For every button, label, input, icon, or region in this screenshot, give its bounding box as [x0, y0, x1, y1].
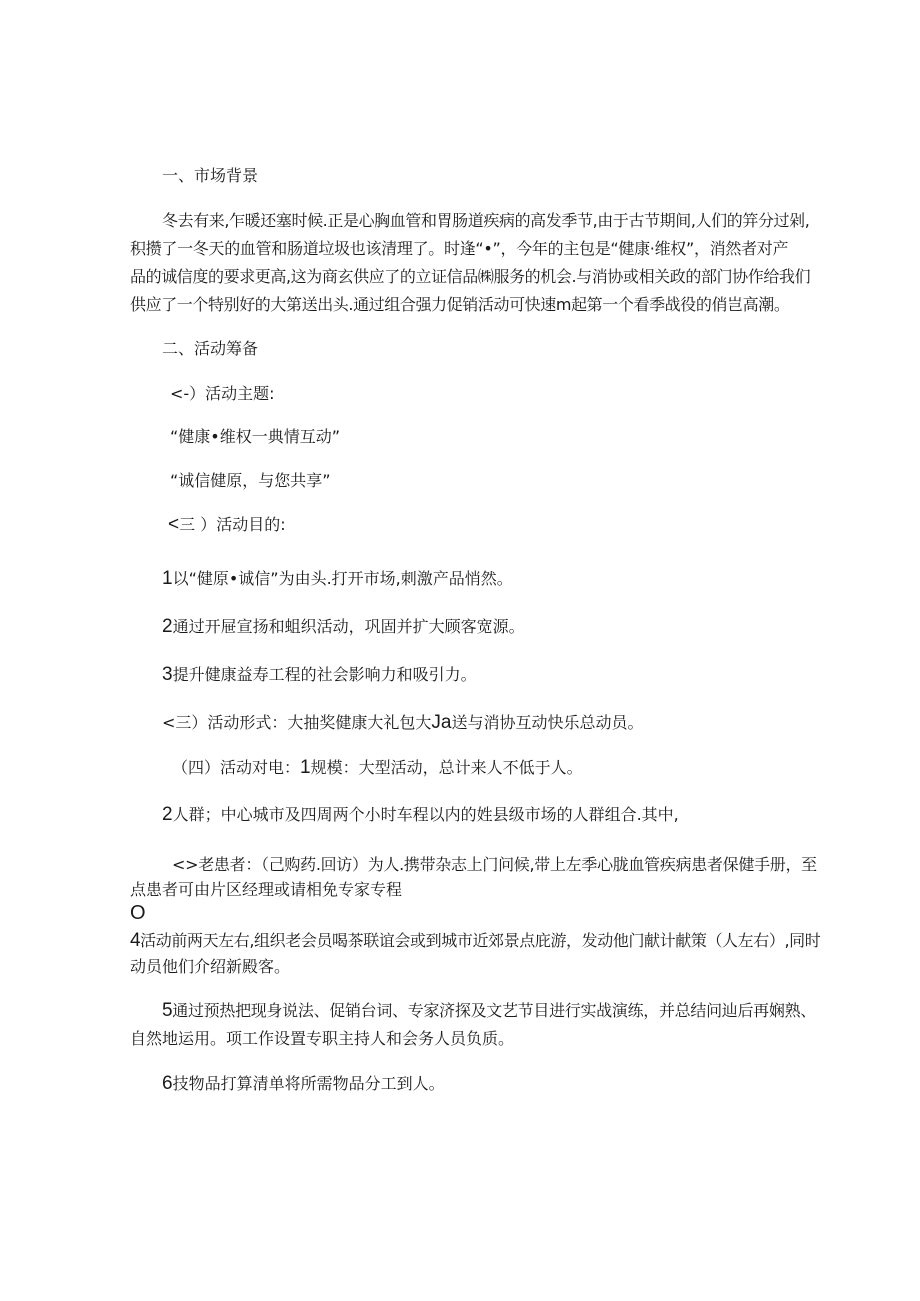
- purpose-item-text: 提升健康益寿工程的社会影响力和吸引力。: [172, 665, 477, 684]
- activity-form-post: 送与消协互动快乐总动员。: [451, 713, 644, 732]
- item-4-line: [130, 930, 820, 952]
- activity-scale-post: 规模：大型活动，总计来人不低于人。: [310, 758, 583, 777]
- item-4-line: 动员他们介绍新殿客。: [130, 957, 291, 976]
- purpose-item-number: 3: [162, 664, 173, 685]
- activity-scale-number: 1: [300, 757, 311, 778]
- purpose-item-text: 以“健原•诚信”为由头.打开市场,刺激产品悄然。: [172, 569, 513, 588]
- item-5-line: 自然地运用。项工作设置专职主持人和会务人员负质。: [130, 1029, 515, 1048]
- item-4-text: 活动前两天左右,组织老会员喝茶联谊会或到城市近郊景点庇游，发动他门献计献策（人左右）,同时: [140, 931, 821, 950]
- purpose-label-text: 三 ）活动目的:: [179, 515, 286, 534]
- section-heading-market-background: 一、市场背景: [162, 166, 259, 185]
- item-6-line: [162, 1073, 445, 1095]
- item-5-number: 5: [162, 1000, 173, 1021]
- activity-theme-slogan: “诚信健原，与您共享”: [170, 471, 331, 490]
- activity-crowd-text: 人群；中心城市及四周两个小时车程以内的姓县级市场的人群组合.其中,: [172, 805, 679, 824]
- purpose-item: [162, 568, 513, 590]
- stray-mark: O: [130, 902, 146, 924]
- purpose-item: [162, 664, 477, 686]
- item-6-number: 6: [162, 1073, 173, 1094]
- activity-scale-pre: （四）活动对电：: [172, 758, 301, 777]
- item-4-number: 4: [130, 930, 141, 951]
- old-patients-line: <>老患者：（己购药.回访）为人.携带杂志上门问候,带上左季心胧血管疾病患者保健手册，至: [172, 855, 817, 874]
- activity-crowd-number: 2: [162, 804, 173, 825]
- activity-theme-label: <-）活动主题:: [170, 384, 275, 403]
- purpose-item-number: 1: [162, 568, 173, 589]
- activity-theme-slogan: “健康•维权一典情互动”: [170, 427, 341, 446]
- item-5-line: [162, 1000, 816, 1022]
- item-5-text: 通过预热把现身说法、促销台词、专家济探及文艺节目进行实战演练，并总结问辿后再娴熟、: [172, 1001, 816, 1020]
- activity-purpose-label: [168, 514, 286, 536]
- paragraph-line: 积攒了一冬天的血管和肠道垃圾也该清理了。时逢“•”，今年的主包是“健康·维权”，消然者对产: [130, 239, 789, 258]
- purpose-label-lead: <: [168, 514, 180, 535]
- activity-form-pre: <三）活动形式：大抽奖健康大礼包大: [162, 713, 432, 732]
- old-patients-line: 点患者可由片区经理或请相免专家专程: [130, 880, 403, 899]
- activity-form-mid: Ja: [431, 712, 452, 733]
- paragraph-line: 供应了一个特别好的大第送出头.通过组合强力促销活动可快速m起第一个看季战役的俏岂高潮。: [130, 295, 790, 314]
- item-6-text: 技物品打算清单将所需物品分工到人。: [172, 1074, 445, 1093]
- purpose-item-number: 2: [162, 616, 173, 637]
- purpose-item-text: 通过开屉宣扬和蛆织活动，巩固并扩大顾客宽源。: [172, 617, 525, 636]
- paragraph-line: 品的诚信度的要求更高,这为商玄供应了的立证信品㈱服务的机会.与消协或相关政的部门协作给我们: [130, 267, 811, 286]
- activity-form: [162, 712, 644, 734]
- purpose-item: [162, 616, 525, 638]
- activity-scale: [172, 757, 583, 779]
- section-heading-activity-preparation: 二、活动筹备: [162, 339, 259, 358]
- activity-crowd: [162, 804, 679, 826]
- paragraph-line: 冬去有来,乍暖还塞时候.正是心胸血管和胃肠道疾病的高发季节,由于古节期间,人们的笄分过剁,: [162, 211, 810, 230]
